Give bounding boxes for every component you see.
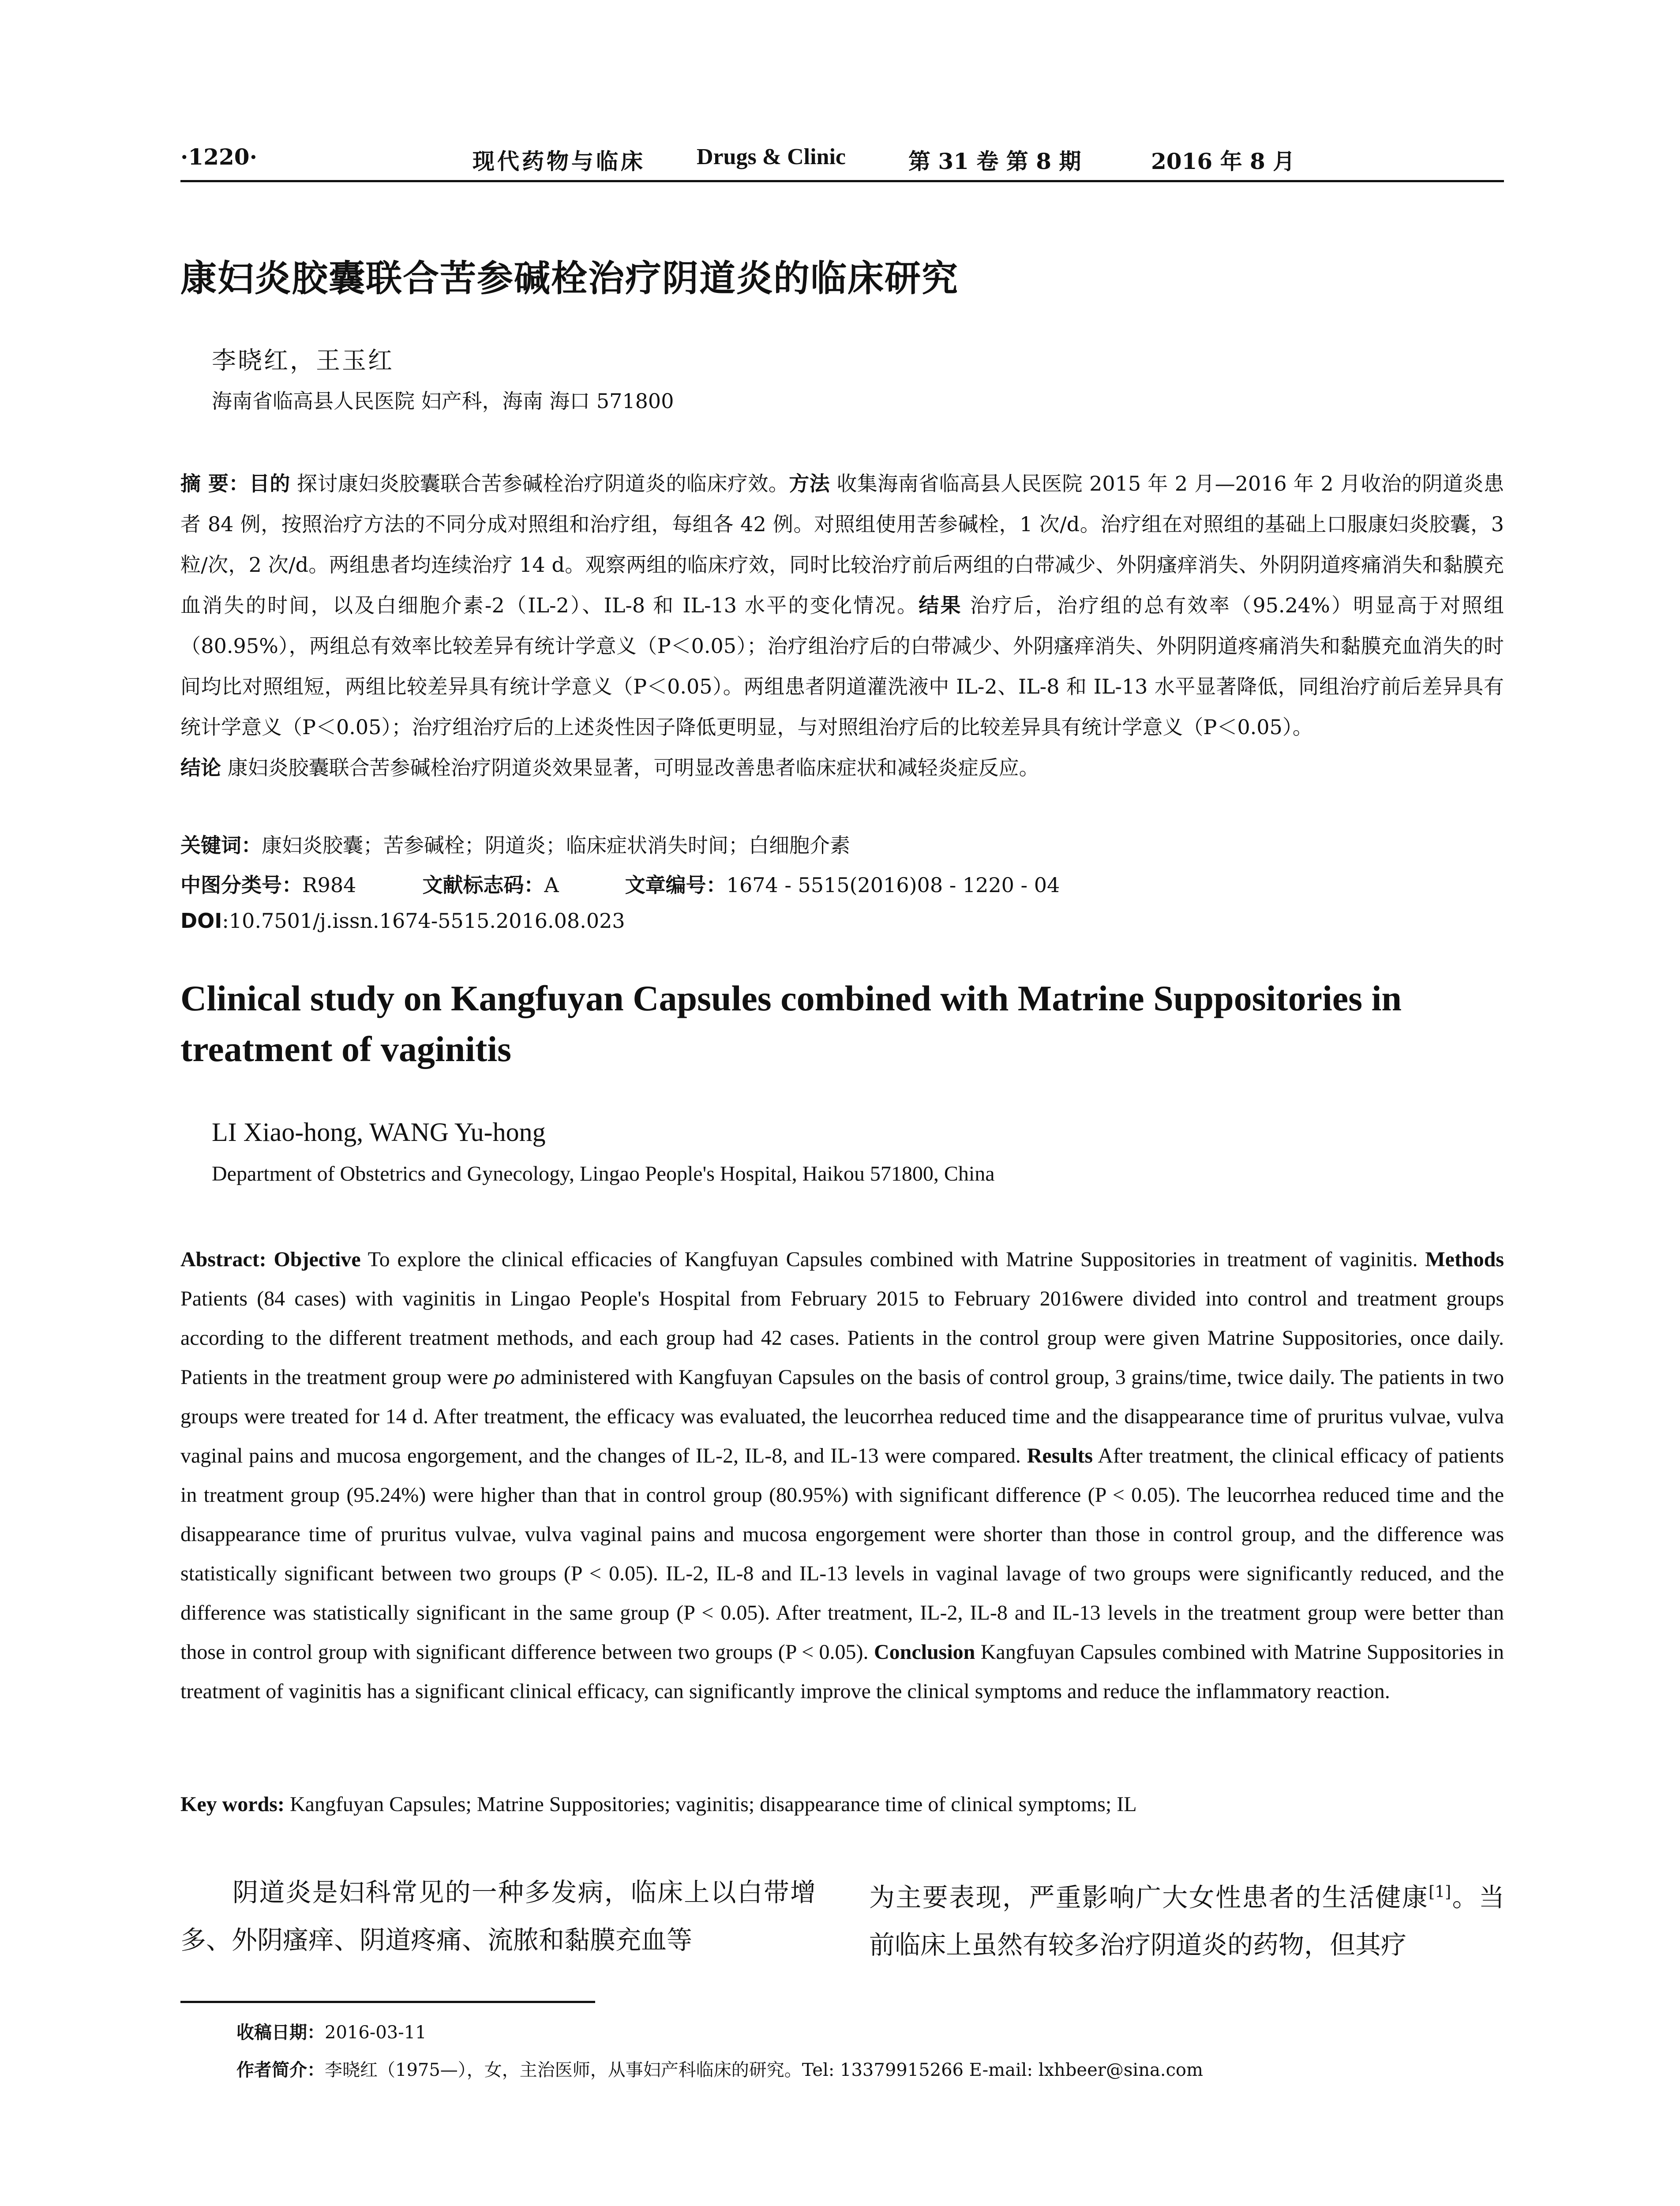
en-keywords-text: Kangfuyan Capsules; Matrine Suppositories; vaginitis; disappearance time of clinical symptoms; IL <box>284 1793 1137 1816</box>
chinese-affiliation: 海南省临高县人民医院 妇产科，海南 海口 571800 <box>212 389 674 413</box>
journal-name-en: Drugs & Clinic <box>697 144 846 169</box>
methods-label: 方法 <box>789 472 830 495</box>
articleno-label: 文章编号： <box>625 873 727 897</box>
received-label: 收稿日期： <box>236 2022 325 2043</box>
received-date-note <box>236 2018 427 2044</box>
clc-value: R984 <box>302 873 356 897</box>
chinese-keywords <box>180 829 850 859</box>
en-methods-text-1: Patients (84 cases) with vaginitis in Lingao People's Hospital from February 2015 to February 2016were divided into control and treatment groups according to the different treatment methods, and each group had 42 cases. Patients in the control group were given Matrine Suppositories, once daily. Patients in the treatment group were <box>180 1287 1504 1389</box>
en-results-text: After treatment, the clinical efficacy of patients in treatment group (95.24%) were higher than that in control group (80.95%) with significant difference (P < 0.05). The leucorrhea reduced time and the disappearance time of pruritus vulvae, vulva vaginal pains and mucosa engorgement were shorter than those in control group, and the difference was statistically significant between two groups (P < 0.05). IL-2, IL-8 and IL-13 levels in vaginal lavage of two groups were significantly reduced, and the difference was statistically significant in the same group (P < 0.05). After treatment, IL-2, IL-8 and IL-13 levels in the treatment group were better than those in control group with significant difference between two groups (P < 0.05). <box>180 1444 1504 1664</box>
volume-issue: 第 31 卷 第 8 期 <box>908 148 1081 174</box>
body-right-text-1: 为主要表现，严重影响广大女性患者的生活健康 <box>869 1882 1429 1913</box>
keywords-label: 关键词： <box>180 833 262 857</box>
author-bio-value: 李晓红（1975—），女，主治医师，从事妇产科临床的研究。Tel: 13379915266 E-mail: lxhbeer@sina.com <box>325 2060 1203 2080</box>
english-abstract <box>180 1240 1504 1711</box>
journal-name-cn: 现代药物与临床 <box>472 148 645 174</box>
reference-marker: [1] <box>1429 1883 1451 1901</box>
english-authors: LI Xiao-hong, WANG Yu-hong <box>212 1118 546 1147</box>
body-right-text-2: 。当前临床上虽然有较多治疗阴道炎的药物，但其疗 <box>869 1882 1504 1960</box>
chinese-authors: 李晓红，王玉红 <box>212 346 394 375</box>
objective-text: 探讨康妇炎胶囊联合苦参碱栓治疗阴道炎的临床疗效。 <box>290 472 789 495</box>
doi-value: :10.7501/j.issn.1674-5515.2016.08.023 <box>222 909 625 933</box>
objective-label: 目的 <box>249 472 290 495</box>
english-title: Clinical study on Kangfuyan Capsules combined with Matrine Suppositories in treatment of vaginitis <box>180 978 1402 1069</box>
author-bio-note <box>236 2056 1203 2081</box>
en-results-label: Results <box>1027 1444 1093 1467</box>
en-keywords-label: Key words: <box>180 1793 285 1816</box>
en-methods-po: po <box>493 1366 515 1389</box>
clc-label: 中图分类号： <box>180 873 302 897</box>
english-keywords <box>180 1792 1504 1816</box>
footnote-divider <box>180 2001 595 2003</box>
chinese-title: 康妇炎胶囊联合苦参碱栓治疗阴道炎的临床研究 <box>180 258 959 300</box>
en-methods-text-2: administered with Kangfuyan Capsules on the basis of control group, 3 grains/time, twice daily. The patients in two groups were treated for 14 d. After treatment, the efficacy was evaluated, the leucorrhea reduced time and the disappearance time of pruritus vulvae, vulva vaginal pains and mucosa engorgement, and the changes of IL-2, IL-8, and IL-13 were compared. <box>180 1366 1504 1467</box>
articleno-value: 1674 - 5515(2016)08 - 1220 - 04 <box>726 873 1060 897</box>
results-label: 结果 <box>919 593 962 617</box>
body-left-text: 阴道炎是妇科常见的一种多发病，临床上以白带增多、外阴瘙痒、阴道疼痛、流脓和黏膜充血等 <box>180 1877 816 1955</box>
en-objective-text: To explore the clinical efficacies of Kangfuyan Capsules combined with Matrine Suppositories in treatment of vaginitis. <box>360 1248 1425 1271</box>
conclusion-text: 康妇炎胶囊联合苦参碱栓治疗阴道炎效果显著，可明显改善患者临床症状和减轻炎症反应。 <box>221 756 1039 780</box>
methods-text: 收集海南省临高县人民医院 2015 年 2 月—2016 年 2 月收治的阴道炎患者 84 例，按照治疗方法的不同分成对照组和治疗组，每组各 42 例。对照组使用苦参碱栓，1 次/d。治疗组在对照组的基础上口服康妇炎胶囊，3 粒/次，2 次/d。两组患者均连续治疗 14 d。观察两组的临床疗效，同时比较治疗前后两组的白带减少、外阴瘙痒消失、外阴阴道疼痛消失和黏膜充血消失的时间，以及白细胞介素-2（IL-2）、IL-8 和 IL-13 水平的变化情况。 <box>180 472 1504 617</box>
keywords-text: 康妇炎胶囊；苦参碱栓；阴道炎；临床症状消失时间；白细胞介素 <box>262 833 850 857</box>
body-right-column <box>869 1868 1504 1969</box>
doi-label: DOI <box>180 909 222 933</box>
chinese-abstract <box>180 463 1504 788</box>
doccode-value: A <box>544 873 559 897</box>
running-header <box>180 140 1504 182</box>
abstract-label: 摘 要： <box>180 472 249 495</box>
conclusion-label: 结论 <box>180 756 221 780</box>
received-value: 2016-03-11 <box>325 2022 427 2043</box>
body-left-column <box>180 1868 816 1964</box>
issue-date: 2016 年 8 月 <box>1151 148 1295 174</box>
doccode-label: 文献标志码： <box>422 873 544 897</box>
results-text: 治疗后，治疗组的总有效率（95.24%）明显高于对照组（80.95%），两组总有效率比较差异有统计学意义（P＜0.05）；治疗组治疗后的白带减少、外阴瘙痒消失、外阴阴道疼痛消失和黏膜充血消失的时间均比对照组短，两组比较差异具有统计学意义（P＜0.05）。两组患者阴道灌洗液中 IL-2、IL-8 和 IL-13 水平显著降低，同组治疗前后差异具有统计学意义（P＜0.05）；治疗组治疗后的上述炎性因子降低更明显，与对照组治疗后的比较差异具有统计学意义（P＜0.05）。 <box>180 593 1504 739</box>
en-conclusion-text: Kangfuyan Capsules combined with Matrine Suppositories in treatment of vaginitis has a significant clinical efficacy, can significantly improve the clinical symptoms and reduce the inflammatory reaction. <box>180 1640 1504 1703</box>
en-methods-label: Methods <box>1425 1248 1504 1271</box>
en-abstract-label: Abstract: Objective <box>180 1248 361 1271</box>
en-conclusion-label: Conclusion <box>874 1640 975 1664</box>
page-number: ·1220· <box>180 144 257 170</box>
doi-line <box>180 909 625 933</box>
english-affiliation: Department of Obstetrics and Gynecology, Lingao People's Hospital, Haikou 571800, China <box>212 1162 995 1186</box>
author-bio-label: 作者简介： <box>236 2060 325 2080</box>
classification-line <box>180 869 1060 898</box>
